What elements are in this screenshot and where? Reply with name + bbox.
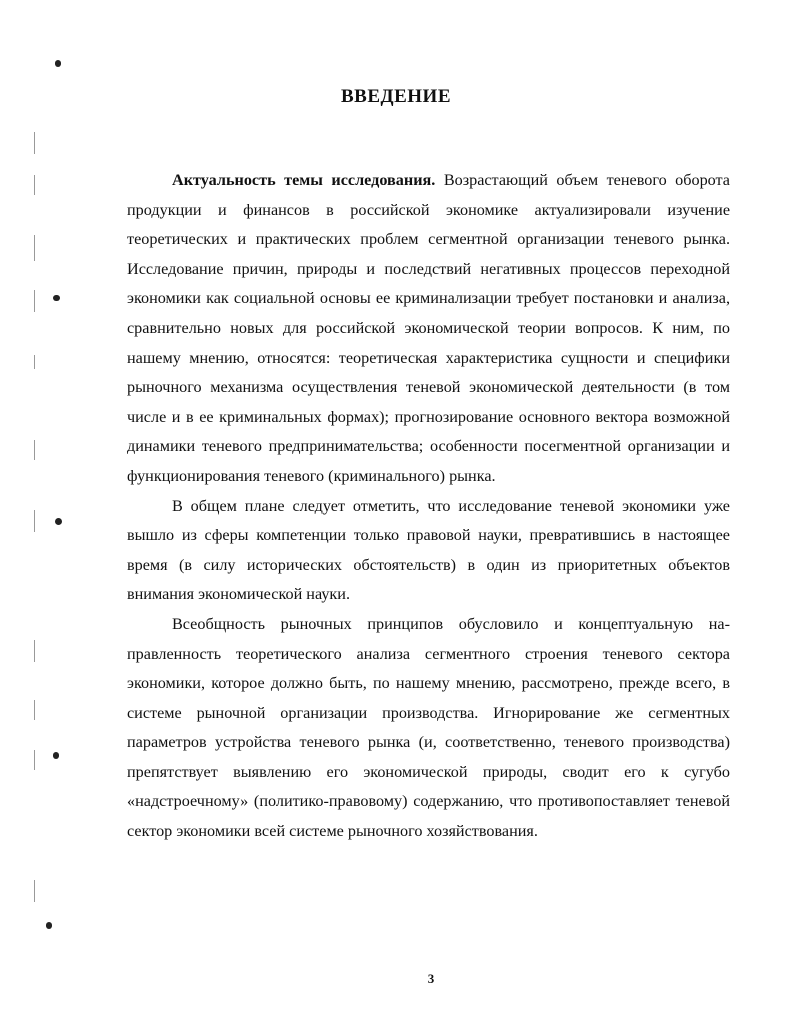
paragraph-lead: Актуальность темы исследования. bbox=[172, 171, 436, 189]
paragraph-text: Всеобщность рыночных принципов обусловило и концептуальную направленность теоретического анализа сегментного строения теневого сектора экономики, которое должно быть, по нашему мнению, рассмотрено, прежде всего, в системе рыночной организации производства. Игнорирование же сегментных параметров устройства теневого рынка (и, соответственно, теневого производства) препятствует выявлению его экономической природы, сводит его к сугубо «надстроечному» (политико-правовому) содержанию, что противопоставляет теневой сектор экономики всей системе рыночного хозяйствования. bbox=[127, 614, 730, 841]
paragraph-text: В общем плане следует отметить, что исследование теневой экономики уже вышло из сферы компетенции только правовой науки, превратившись в настоящее время (в силу исторических обстоятельств) в один из приоритетных объектов внимания экономической науки. bbox=[127, 496, 730, 604]
scan-dot bbox=[55, 60, 61, 67]
scan-line bbox=[34, 640, 35, 662]
page-title: ВВЕДЕНИЕ bbox=[341, 86, 451, 107]
scan-line bbox=[34, 750, 35, 770]
scan-line bbox=[34, 510, 35, 532]
scan-line bbox=[34, 175, 35, 195]
paragraph bbox=[127, 610, 730, 847]
paragraph bbox=[127, 166, 730, 492]
scan-dot bbox=[55, 518, 62, 525]
page-number: 3 bbox=[427, 971, 435, 986]
paragraph-text: Возрастающий объем теневого оборота продукции и финансов в российской экономике актуализировали изучение теоретических и практических проблем сегментной организации теневого рынка. Исследование причин, природы и последствий негативных процессов переходной экономики как социальной основы ее криминализации требует постановки и анализа, сравнительно новых для российской экономической теории вопросов. К ним, по нашему мнению, относятся: теоретическая характеристика сущности и специфики рыночного механизма осуществления теневой экономической деятельности (в том числе и в ее криминальных формах); прогнозирование основного вектора возможной динамики теневого предпринимательства; особенности посегментной организации и функционирования теневого (криминального) рынка. bbox=[127, 171, 730, 485]
scan-dot bbox=[46, 922, 52, 929]
scan-line bbox=[34, 440, 35, 460]
scan-line bbox=[34, 132, 35, 154]
body-text bbox=[127, 166, 730, 847]
scan-dot bbox=[53, 295, 60, 301]
scan-line bbox=[34, 290, 35, 312]
scan-dot bbox=[53, 752, 59, 759]
paragraph bbox=[127, 492, 730, 610]
scan-line bbox=[34, 235, 35, 261]
scan-line bbox=[34, 355, 35, 369]
scan-line bbox=[34, 880, 35, 902]
scan-line bbox=[34, 700, 35, 720]
